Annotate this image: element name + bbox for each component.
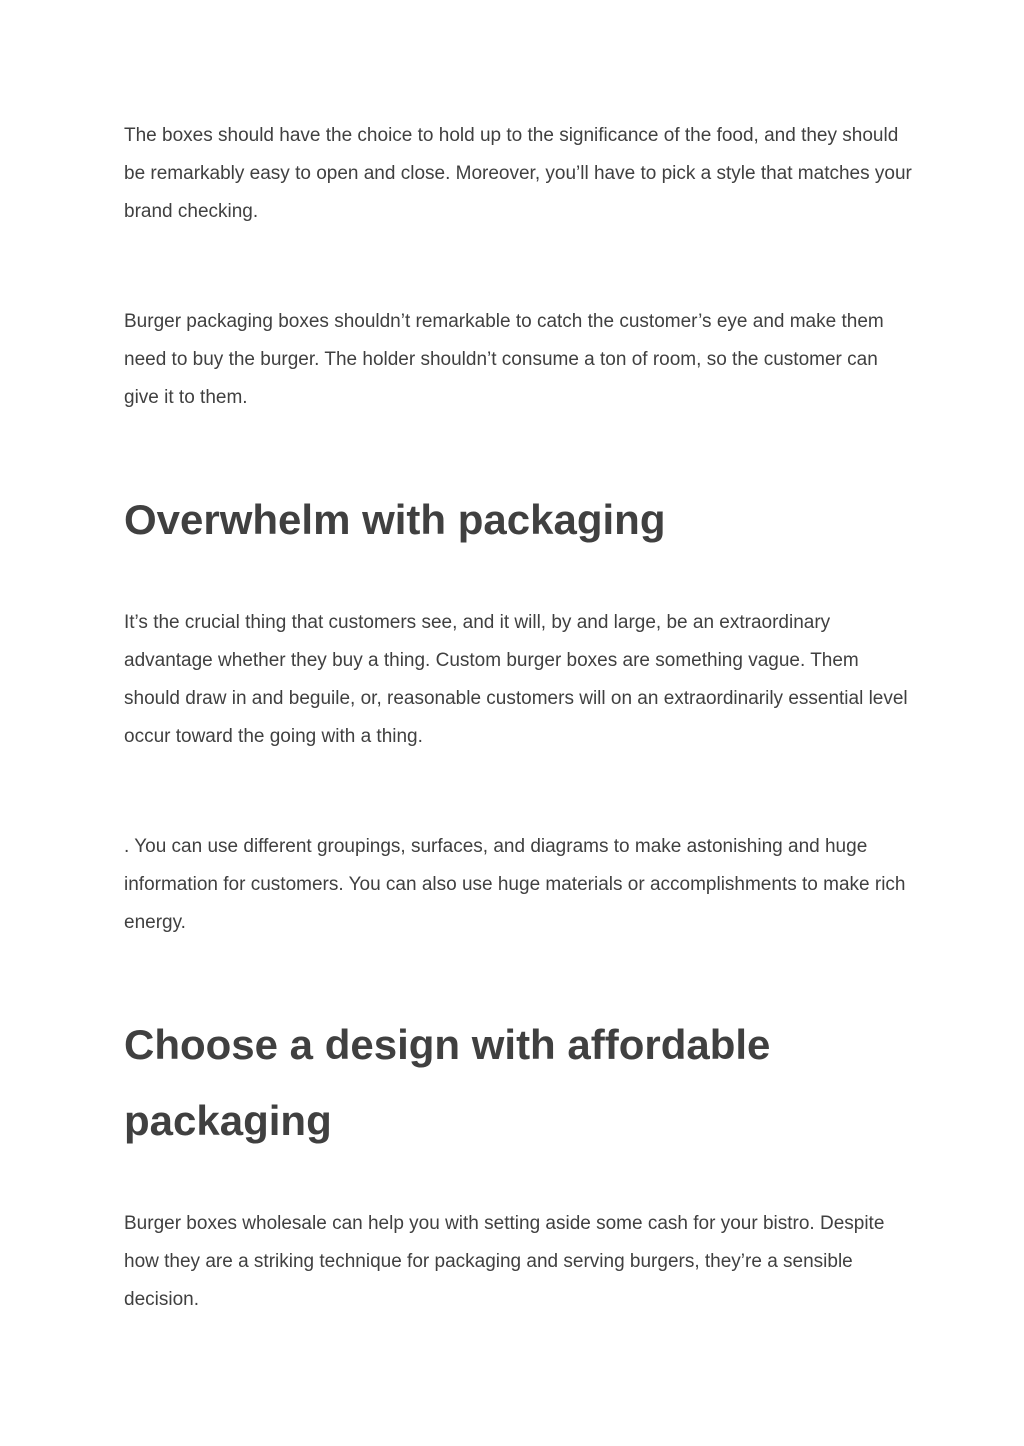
section-heading: Choose a design with affordable packaging bbox=[124, 1021, 771, 1144]
body-paragraph: Burger boxes wholesale can help you with setting aside some cash for your bistro. Despite how they are a striking technique for packaging and serving burgers, they’re a sensible decision. bbox=[124, 1213, 885, 1310]
body-paragraph: The boxes should have the choice to hold up to the significance of the food, and they should be remarkably easy to open and close. Moreover, you’ll have to pick a style that matches your brand checking. bbox=[124, 125, 912, 222]
body-paragraph: . You can use different groupings, surfaces, and diagrams to make astonishing and huge information for customers. You can also use huge materials or accomplishments to make rich energy. bbox=[124, 836, 906, 933]
body-paragraph: It’s the crucial thing that customers see, and it will, by and large, be an extraordinary advantage whether they buy a thing. Custom burger boxes are something vague. Them should draw in and beguile, or, reasonable customers will on an extraordinarily essential level occur toward the going with a thing. bbox=[124, 612, 908, 747]
body-paragraph: Burger packaging boxes shouldn’t remarkable to catch the customer’s eye and make them need to buy the burger. The holder shouldn’t consume a ton of room, so the customer can give it to them. bbox=[124, 311, 884, 408]
section-heading: Overwhelm with packaging bbox=[124, 496, 666, 543]
